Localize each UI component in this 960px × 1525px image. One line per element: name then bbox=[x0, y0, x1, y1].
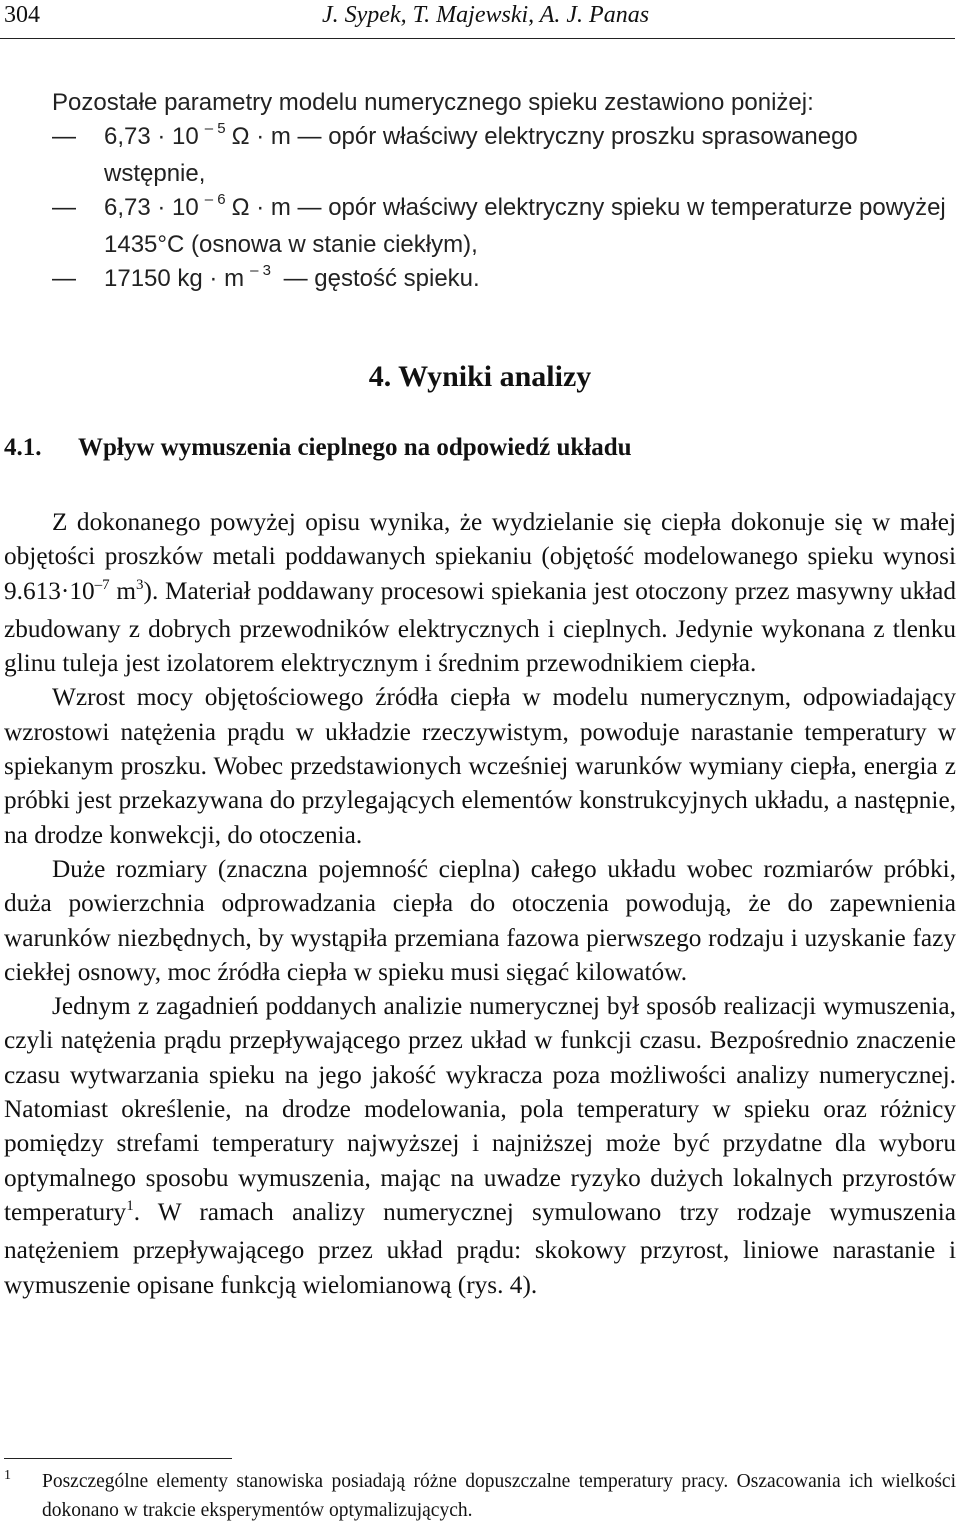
body-text bbox=[4, 505, 956, 1302]
paragraph bbox=[4, 505, 956, 680]
parameter-description: — opór właściwy elektryczny spieku w temperaturze powyżej 1435°C (osnowa w stanie ciekłym), bbox=[104, 194, 946, 258]
page-number: 304 bbox=[4, 2, 40, 28]
subsection-number: 4.1. bbox=[4, 434, 42, 461]
paragraph-text: . W ramach analizy numerycznej symulowano trzy rodzaje wymuszenia natężeniem przepływającego przez układ prądu: skokowy przyrost, liniowe narastanie i wymuszenie opisane funkcją wielomianową (rys. 4). bbox=[4, 1197, 956, 1299]
parameters-list bbox=[4, 86, 956, 299]
parameter-item bbox=[4, 262, 956, 299]
parameter-description: — opór właściwy elektryczny proszku sprasowanego wstępnie, bbox=[104, 123, 858, 187]
parameter-value: 6,73 · 10 bbox=[104, 194, 199, 221]
list-dash: — bbox=[52, 194, 76, 221]
parameter-item bbox=[4, 120, 956, 191]
footnote-text: Poszczególne elementy stanowiska posiadają różne dopuszczalne temperatury pracy. Oszacowania ich wielkości dokonano w trakcie eksperymentów optymalizujących. bbox=[42, 1471, 956, 1521]
parameter-value: 6,73 · 10 bbox=[104, 123, 199, 150]
parameter-exponent: – 6 bbox=[204, 191, 226, 208]
parameter-value: 17150 kg · m bbox=[104, 265, 245, 292]
page-header bbox=[0, 0, 960, 36]
paragraph bbox=[4, 989, 956, 1302]
footnote-number: 1 bbox=[4, 1468, 11, 1483]
footnote-rule bbox=[4, 1458, 232, 1459]
header-rule bbox=[0, 38, 955, 39]
paragraph-text: m bbox=[109, 576, 137, 605]
parameters-intro: Pozostałe parametry modelu numerycznego spieku zestawiono poniżej: bbox=[52, 89, 814, 116]
subsection-title bbox=[4, 434, 632, 462]
footnote-reference[interactable]: 1 bbox=[126, 1197, 134, 1214]
list-dash: — bbox=[52, 123, 76, 150]
running-head-authors: J. Sypek, T. Majewski, A. J. Panas bbox=[322, 2, 650, 28]
parameter-unit: Ω · m bbox=[231, 194, 291, 221]
parameter-exponent: – 3 bbox=[250, 262, 271, 279]
paragraph-text: Z dokonanego powyżej opisu wynika, że wydzielanie się ciepła dokonuje się w małej objętości proszków metali poddawanych spiekaniu (objętość modelowanego spieku wynosi 9.613·10 bbox=[4, 508, 956, 605]
paragraph-text: ). Materiał poddawany procesowi spiekania jest otoczony przez masywny układ zbudowany z dobrych przewodników elektrycznych i cieplnych. Jedynie wykonana z tlenku glinu tuleja jest izolatorem elektrycznym i średnim przewodnikiem ciepła. bbox=[4, 576, 956, 678]
parameter-unit: Ω · m bbox=[231, 123, 291, 150]
list-dash: — bbox=[52, 265, 76, 292]
exponent: 3 bbox=[136, 576, 144, 593]
parameter-item bbox=[4, 191, 956, 262]
footnote bbox=[4, 1467, 956, 1525]
paragraph-text: Jednym z zagadnień poddanych analizie numerycznej był sposób realizacji wymuszenia, czyli natężenia prądu przepływającego przez układ w funkcji czasu. Bezpośrednio znaczenie czasu wytwarzania spieku na jego jakość wykracza poza możliwości analizy numerycznej. Natomiast określenie, na drodze modelowania, pola temperatury w spieku oraz różnicy pomiędzy strefami temperatury najwyższej i najniższej może być przydatne dla wyboru optymalnego sposobu wymuszenia, mając na uwadze ryzyko dużych lokalnych przyrostów temperatury bbox=[4, 992, 956, 1226]
paragraph: Duże rozmiary (znaczna pojemność cieplna) całego układu wobec rozmiarów próbki, duża powierzchnia odprowadzania ciepła do otoczenia powodują, że do zapewnienia warunków niezbędnych, by wystąpiła przemiana fazowa pierwszego rodzaju i uzyskanie fazy ciekłej osnowy, moc źródła ciepła w spieku musi sięgać kilowatów. bbox=[4, 854, 956, 986]
parameter-exponent: – 5 bbox=[204, 120, 226, 137]
parameter-description: — gęstość spieku. bbox=[283, 265, 480, 292]
section-title: 4. Wyniki analizy bbox=[368, 360, 592, 393]
exponent: –7 bbox=[94, 576, 110, 593]
paragraph: Wzrost mocy objętościowego źródła ciepła w modelu numerycznym, odpowiadający wzrostowi natężenia prądu w układzie rzeczywistym, powoduje narastanie temperatury w spiekanym proszku. Wobec przedstawionych wcześniej warunków wymiany ciepła, energia z próbki jest przekazywana do przylegających elementów konstrukcyjnych układu, a następnie, na drodze konwekcji, do otoczenia. bbox=[4, 683, 956, 849]
subsection-heading: Wpływ wymuszenia cieplnego na odpowiedź układu bbox=[78, 434, 632, 461]
